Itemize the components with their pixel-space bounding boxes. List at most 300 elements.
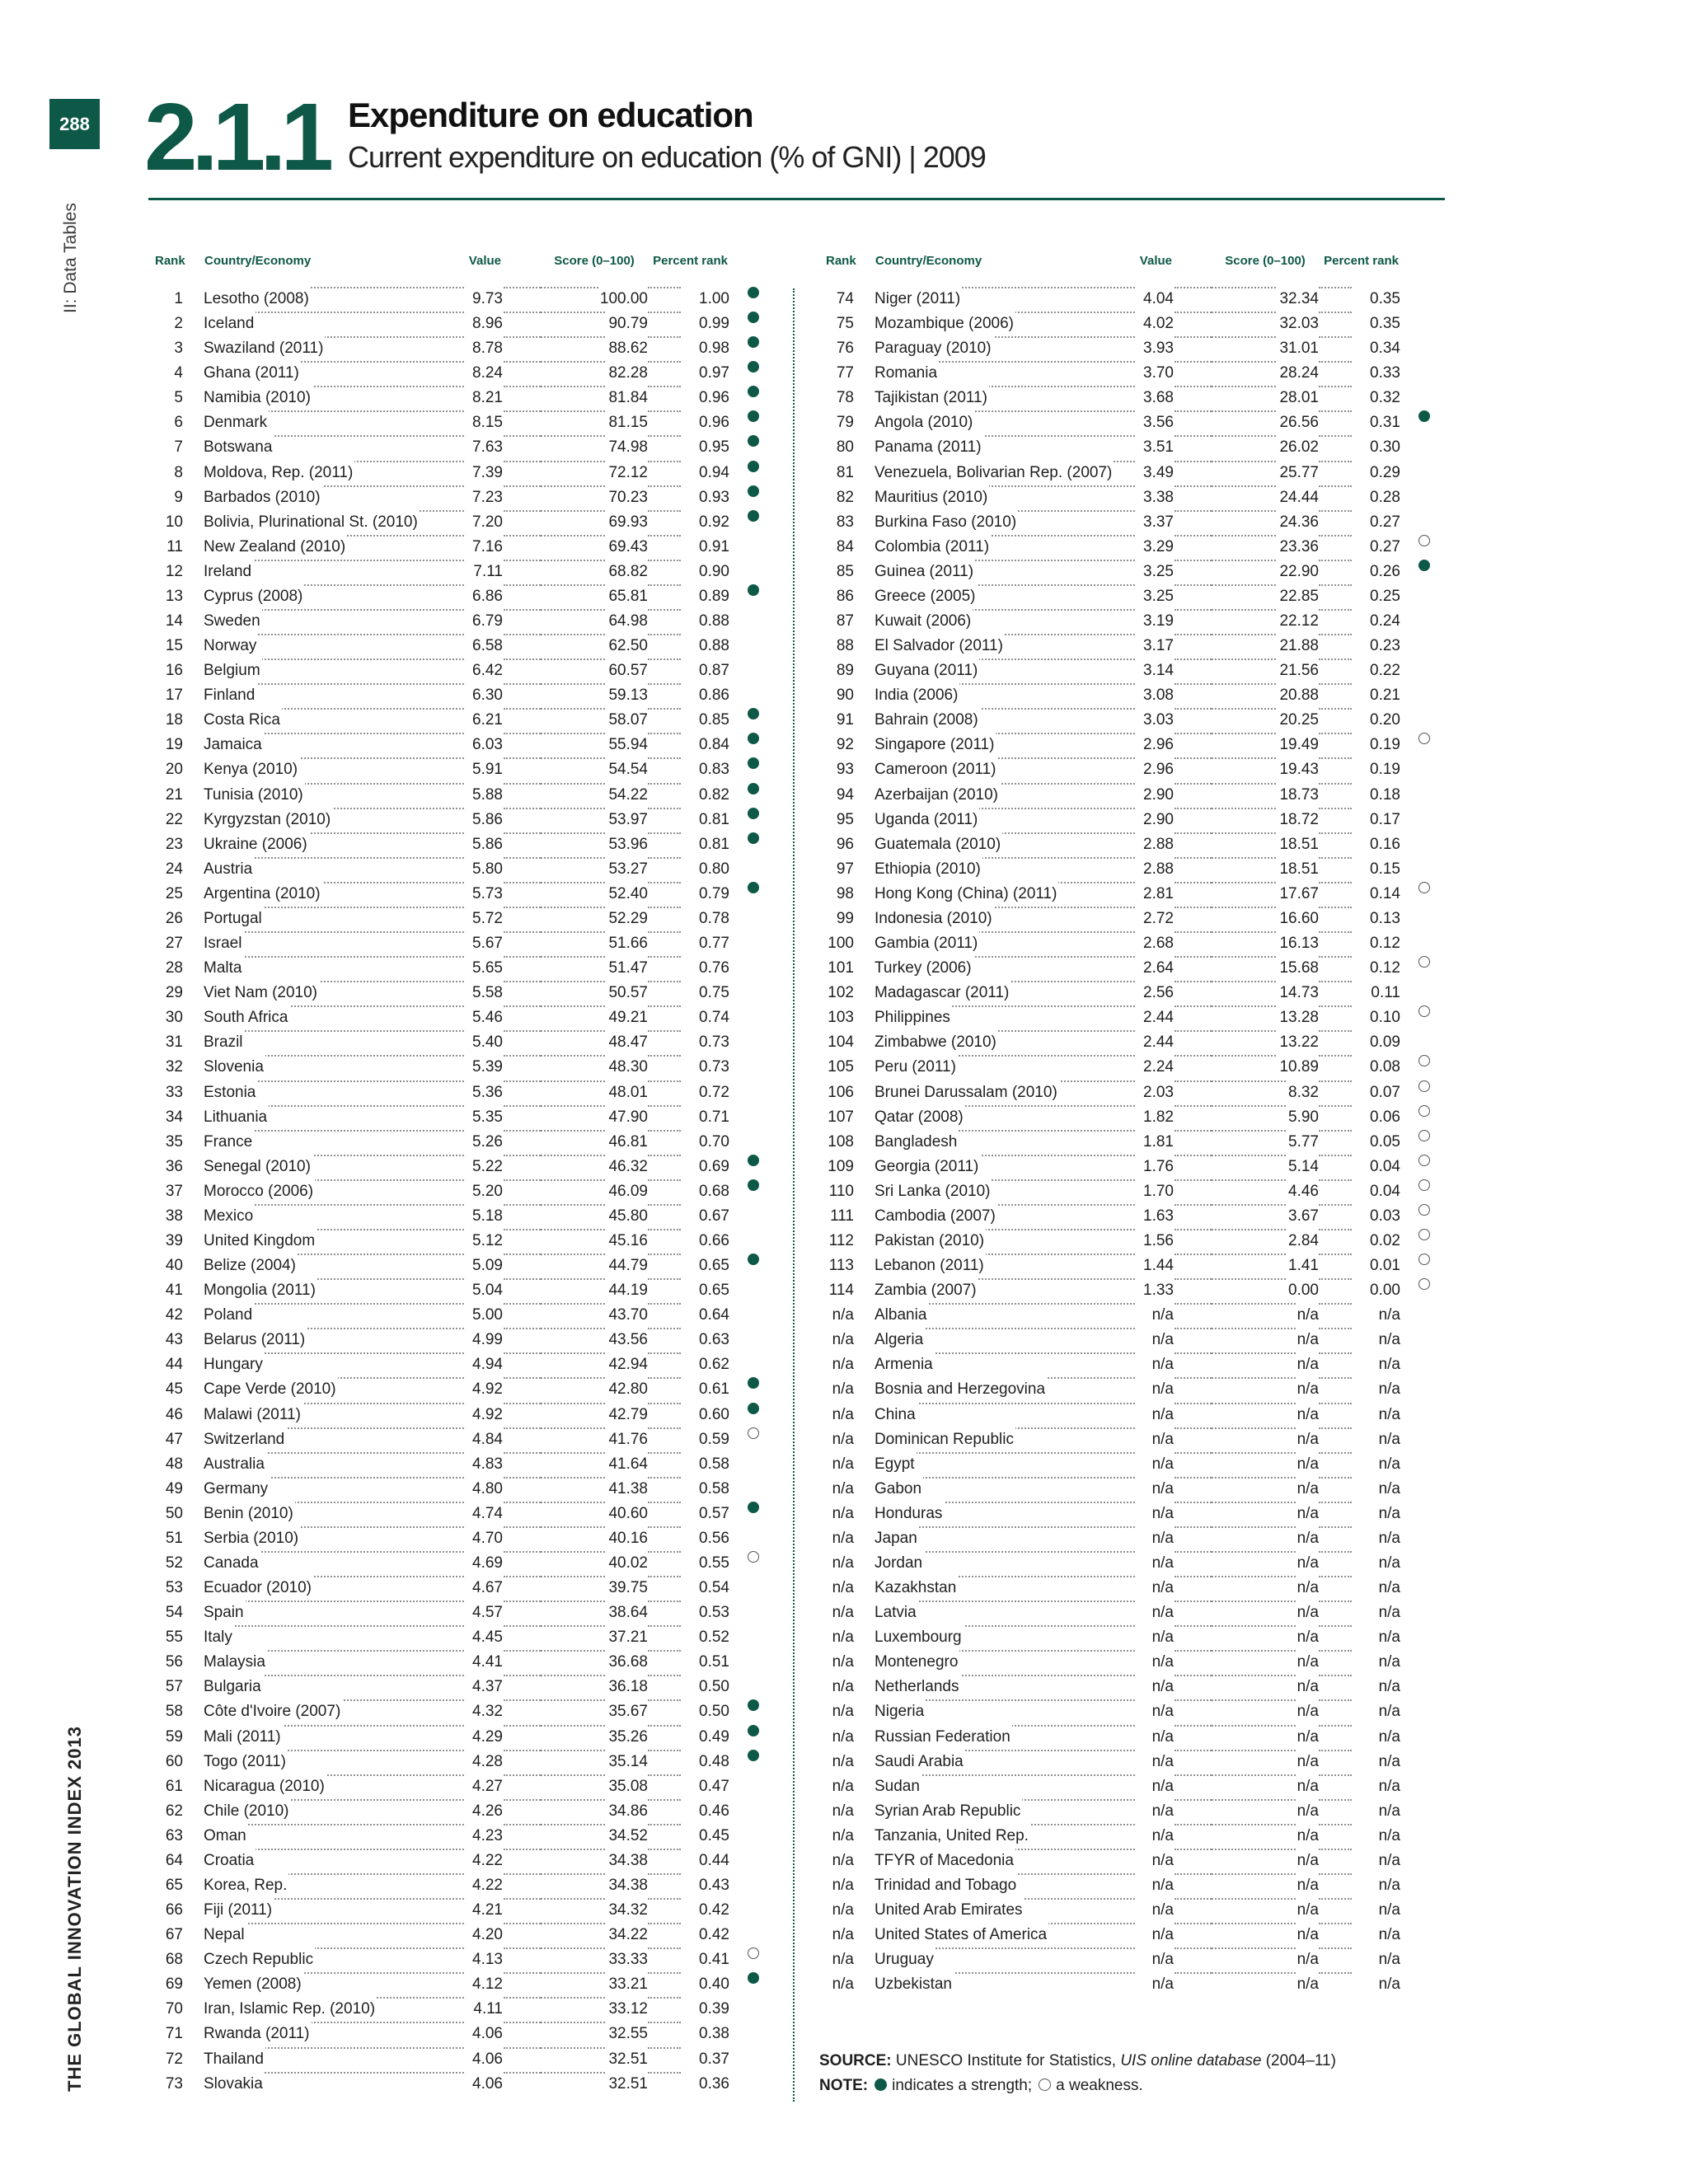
cell-rank: 102 xyxy=(828,984,854,1002)
dot-leader xyxy=(648,1551,681,1553)
cell-country: Guinea (2011) xyxy=(874,560,975,584)
cell-country: Germany xyxy=(204,1477,270,1502)
cell-country: Lithuania xyxy=(204,1105,269,1130)
cell-score-text: 50.57 xyxy=(607,981,648,1005)
cell-value: 2.64 xyxy=(1135,956,1174,981)
dot-leader xyxy=(1175,1750,1212,1751)
dot-leader xyxy=(1319,1352,1352,1354)
cell-country: South Africa xyxy=(204,1005,289,1030)
cell-value: 5.67 xyxy=(464,931,503,956)
cell-score-text: 1.41 xyxy=(1287,1254,1319,1278)
cell-rank: 21 xyxy=(165,785,183,804)
cell-country: Chile (2010) xyxy=(204,1799,291,1824)
cell-rank: 34 xyxy=(165,1108,183,1126)
header-score: Score (0–100) xyxy=(554,254,635,268)
cell-percent-rank: 0.79 xyxy=(681,882,729,907)
dot-leader xyxy=(504,1526,541,1528)
cell-percent-rank: 0.64 xyxy=(681,1303,729,1328)
cell-score-text: 41.64 xyxy=(607,1452,648,1477)
table-row xyxy=(148,1030,775,1055)
cell-rank: 41 xyxy=(165,1282,183,1300)
dot-leader xyxy=(648,1947,681,1949)
cell-value: 4.02 xyxy=(1135,312,1174,336)
cell-percent-rank: n/a xyxy=(1352,1303,1400,1328)
dot-leader xyxy=(212,931,464,933)
cell-country: Honduras xyxy=(874,1502,944,1526)
dot-leader xyxy=(1319,312,1352,313)
cell-rank: n/a xyxy=(832,1479,854,1497)
cell-country: Estonia xyxy=(204,1080,257,1105)
cell-percent-rank: 0.19 xyxy=(1352,757,1400,782)
dot-leader xyxy=(504,1303,541,1305)
dot-leader xyxy=(648,1055,681,1057)
table-row xyxy=(819,808,1446,832)
cell-country: Costa Rica xyxy=(204,708,282,733)
cell-rank: 54 xyxy=(165,1604,183,1622)
cell-value: 1.44 xyxy=(1135,1254,1174,1278)
dot-leader xyxy=(1319,1005,1352,1007)
dot-leader xyxy=(504,1774,541,1776)
strength-dot-icon xyxy=(748,1254,759,1265)
cell-rank: n/a xyxy=(832,1926,854,1944)
cell-country: Korea, Rep. xyxy=(204,1873,288,1898)
cell-country: Jamaica xyxy=(204,733,264,757)
cell-score-text: 34.22 xyxy=(607,1923,648,1947)
dot-leader xyxy=(212,1030,464,1032)
dot-leader xyxy=(1319,1625,1352,1627)
table-row xyxy=(819,1873,1446,1898)
dot-leader xyxy=(504,485,541,487)
cell-value: n/a xyxy=(1135,1699,1174,1724)
weakness-circle-icon xyxy=(1418,1080,1430,1092)
table-row xyxy=(819,1824,1446,1849)
dot-leader xyxy=(212,1923,464,1924)
cell-country: Barbados (2010) xyxy=(204,485,322,510)
strength-dot-icon xyxy=(748,733,759,744)
table-row xyxy=(148,1179,775,1204)
strength-dot-icon xyxy=(748,361,759,373)
cell-score-text: 32.34 xyxy=(1278,287,1319,312)
cell-percent-rank: 0.45 xyxy=(681,1824,729,1849)
cell-value: 5.91 xyxy=(464,757,503,782)
cell-percent-rank: n/a xyxy=(1352,1799,1400,1824)
table-row xyxy=(148,485,775,510)
cell-country: Ghana (2011) xyxy=(204,361,301,386)
cell-rank: 14 xyxy=(165,612,183,630)
cell-country: Paraguay (2010) xyxy=(874,336,993,361)
cell-value: 5.00 xyxy=(464,1303,503,1328)
cell-percent-rank: 0.16 xyxy=(1352,832,1400,857)
cell-country: Namibia (2010) xyxy=(204,386,312,410)
cell-percent-rank: 0.33 xyxy=(1352,361,1400,386)
cell-rank: 36 xyxy=(165,1157,183,1175)
cell-value: 8.24 xyxy=(464,361,503,386)
cell-rank: n/a xyxy=(832,1455,854,1473)
dot-leader xyxy=(1175,1278,1212,1280)
cell-country: France xyxy=(204,1130,254,1155)
dot-leader xyxy=(648,1179,681,1181)
strength-dot-icon xyxy=(748,1403,759,1414)
cell-value: n/a xyxy=(1135,1799,1174,1824)
dot-leader xyxy=(1319,560,1352,561)
cell-percent-rank: 0.07 xyxy=(1352,1080,1400,1105)
dot-leader xyxy=(504,634,541,635)
cell-country: Switzerland xyxy=(204,1427,286,1452)
cell-score-text: 13.28 xyxy=(1278,1005,1319,1030)
strength-dot-icon xyxy=(1418,560,1430,571)
cell-country: Bulgaria xyxy=(204,1675,263,1699)
column-headers xyxy=(148,254,775,287)
dot-leader xyxy=(648,2047,681,2049)
cell-score-text: 47.90 xyxy=(607,1105,648,1130)
table-row xyxy=(819,535,1446,560)
cell-country: Tanzania, United Rep. xyxy=(874,1824,1030,1849)
header-rank: Rank xyxy=(155,254,185,268)
dot-leader xyxy=(1175,1551,1212,1553)
cell-score-text: 45.16 xyxy=(607,1229,648,1254)
cell-score-text: 2.84 xyxy=(1287,1229,1319,1254)
cell-value: n/a xyxy=(1135,1551,1174,1576)
cell-country: Colombia (2011) xyxy=(874,535,991,560)
dot-leader xyxy=(504,1650,541,1652)
cell-score-text: 53.27 xyxy=(607,857,648,882)
table-row xyxy=(148,1774,775,1799)
cell-percent-rank: n/a xyxy=(1352,1352,1400,1377)
cell-country: Ethiopia (2010) xyxy=(874,857,982,882)
cell-percent-rank: 0.46 xyxy=(681,1799,729,1824)
table-row xyxy=(148,2022,775,2046)
cell-percent-rank: 0.63 xyxy=(681,1328,729,1352)
dot-leader xyxy=(648,1502,681,1503)
cell-score-text: 82.28 xyxy=(607,361,648,386)
cell-percent-rank: 0.12 xyxy=(1352,956,1400,981)
cell-score-text: 44.19 xyxy=(607,1278,648,1303)
cell-rank: 37 xyxy=(165,1182,183,1200)
source-line xyxy=(819,2049,1336,2074)
cell-score-text: 41.76 xyxy=(607,1427,648,1452)
dot-leader xyxy=(648,1328,681,1329)
cell-value: n/a xyxy=(1135,1774,1174,1799)
column-headers xyxy=(819,254,1446,287)
cell-rank: 63 xyxy=(165,1826,183,1844)
dot-leader xyxy=(504,1699,541,1701)
cell-rank: 23 xyxy=(165,835,183,853)
strength-dot-icon xyxy=(748,336,759,348)
cell-score-text: 13.22 xyxy=(1278,1030,1319,1055)
indicator-number: 2.1.1 xyxy=(144,83,328,190)
dot-leader xyxy=(504,1972,541,1974)
cell-value: 5.86 xyxy=(464,808,503,832)
cell-country: Sri Lanka (2010) xyxy=(874,1179,992,1204)
table-row xyxy=(819,857,1446,882)
table-row xyxy=(819,1403,1446,1427)
dot-leader xyxy=(1175,981,1212,982)
cell-percent-rank: 0.66 xyxy=(681,1229,729,1254)
dot-leader xyxy=(504,2047,541,2049)
cell-score-text: 59.13 xyxy=(607,683,648,708)
table-row xyxy=(148,832,775,857)
cell-percent-rank: 0.20 xyxy=(1352,708,1400,733)
weakness-circle-icon xyxy=(1418,1130,1430,1141)
cell-country: Jordan xyxy=(874,1551,924,1576)
cell-percent-rank: 0.38 xyxy=(681,2022,729,2046)
cell-score-text: 69.93 xyxy=(607,510,648,535)
dot-leader xyxy=(504,1898,541,1900)
dot-leader xyxy=(1319,361,1352,363)
dot-leader xyxy=(648,361,681,363)
cell-country: Bolivia, Plurinational St. (2010) xyxy=(204,510,420,535)
cell-rank: n/a xyxy=(832,1752,854,1770)
cell-percent-rank: 0.01 xyxy=(1352,1254,1400,1278)
cell-value: n/a xyxy=(1135,1526,1174,1551)
table-row xyxy=(148,1699,775,1724)
cell-rank: 42 xyxy=(165,1306,183,1324)
cell-score-text: n/a xyxy=(1296,1774,1319,1799)
dot-leader xyxy=(1319,1947,1352,1949)
table-row xyxy=(148,1576,775,1601)
cell-score-text: 36.18 xyxy=(607,1675,648,1699)
dot-leader xyxy=(504,1080,541,1082)
dot-leader xyxy=(504,1452,541,1454)
cell-value: n/a xyxy=(1135,1650,1174,1675)
table-row xyxy=(819,1601,1446,1625)
dot-leader xyxy=(648,683,681,685)
dot-leader xyxy=(883,1526,1135,1528)
weakness-circle-icon xyxy=(1418,1055,1430,1066)
cell-rank: n/a xyxy=(832,1356,854,1374)
dot-leader xyxy=(1175,1179,1212,1181)
cell-score-text: n/a xyxy=(1296,1625,1319,1650)
dot-leader xyxy=(1175,634,1212,635)
cell-value: n/a xyxy=(1135,1750,1174,1774)
cell-country: United Arab Emirates xyxy=(874,1898,1025,1923)
cell-value: n/a xyxy=(1135,1725,1174,1750)
cell-country: Turkey (2006) xyxy=(874,956,973,981)
cell-value: 4.29 xyxy=(464,1725,503,1750)
dot-leader xyxy=(1175,1675,1212,1676)
dot-leader xyxy=(504,1725,541,1727)
cell-country: Mozambique (2006) xyxy=(874,312,1015,336)
cell-score-text: 69.43 xyxy=(607,535,648,560)
cell-value: n/a xyxy=(1135,1947,1174,1972)
table-row xyxy=(819,981,1446,1005)
cell-percent-rank: 0.43 xyxy=(681,1873,729,1898)
cell-country: Malawi (2011) xyxy=(204,1403,302,1427)
cell-value: 5.22 xyxy=(464,1155,503,1179)
cell-percent-rank: 0.04 xyxy=(1352,1155,1400,1179)
table-row xyxy=(819,584,1446,609)
dot-leader xyxy=(1319,1377,1352,1379)
cell-country: Mali (2011) xyxy=(204,1725,283,1750)
table-row xyxy=(819,1204,1446,1229)
cell-percent-rank: n/a xyxy=(1352,1750,1400,1774)
cell-rank: n/a xyxy=(832,1877,854,1894)
cell-percent-rank: 0.50 xyxy=(681,1675,729,1699)
header-rule xyxy=(148,198,1445,200)
header-value: Value xyxy=(1139,254,1172,268)
dot-leader xyxy=(1319,461,1352,462)
cell-value: 5.46 xyxy=(464,1005,503,1030)
cell-percent-rank: 0.96 xyxy=(681,410,729,435)
cell-value: 8.78 xyxy=(464,336,503,361)
strength-dot-icon xyxy=(748,808,759,819)
cell-value: 4.13 xyxy=(464,1947,503,1972)
cell-country: Venezuela, Bolivarian Rep. (2007) xyxy=(874,461,1114,485)
cell-country: Peru (2011) xyxy=(874,1055,958,1080)
cell-rank: 9 xyxy=(174,488,183,506)
dot-leader xyxy=(1175,808,1212,809)
cell-value: 4.70 xyxy=(464,1526,503,1551)
cell-value: 3.03 xyxy=(1135,708,1174,733)
dot-leader xyxy=(1175,1328,1212,1329)
cell-value: 5.18 xyxy=(464,1204,503,1229)
cell-rank: n/a xyxy=(832,1851,854,1869)
cell-value: 4.28 xyxy=(464,1750,503,1774)
cell-value: 3.70 xyxy=(1135,361,1174,386)
cell-value: 6.79 xyxy=(464,609,503,634)
cell-value: 2.81 xyxy=(1135,882,1174,907)
table-row xyxy=(148,1080,775,1105)
table-row xyxy=(819,1080,1446,1105)
cell-rank: 79 xyxy=(836,414,854,432)
cell-rank: 47 xyxy=(165,1430,183,1448)
source-text: UNESCO Institute for Statistics, xyxy=(895,2052,1117,2069)
cell-value: n/a xyxy=(1135,1328,1174,1352)
cell-percent-rank: 0.58 xyxy=(681,1477,729,1502)
cell-score-text: 28.01 xyxy=(1278,386,1319,410)
cell-value: 5.88 xyxy=(464,783,503,808)
dot-leader xyxy=(1175,1824,1212,1825)
dot-leader xyxy=(504,1005,541,1007)
dot-leader xyxy=(504,1155,541,1156)
dot-leader xyxy=(648,1403,681,1404)
cell-country: Panama (2011) xyxy=(874,435,983,460)
cell-rank: n/a xyxy=(832,1529,854,1547)
dot-leader xyxy=(504,1055,541,1057)
header-percent-rank: Percent rank xyxy=(1324,254,1399,268)
cell-score-text: 40.16 xyxy=(607,1526,648,1551)
cell-score-text: n/a xyxy=(1296,1427,1319,1452)
cell-rank: n/a xyxy=(832,1405,854,1423)
dot-leader xyxy=(504,1377,541,1379)
table-row xyxy=(148,1352,775,1377)
cell-value: 4.92 xyxy=(464,1403,503,1427)
dot-leader xyxy=(1319,1105,1352,1107)
dot-leader xyxy=(1175,1155,1212,1156)
cell-country: Belarus (2011) xyxy=(204,1328,307,1352)
cell-rank: 12 xyxy=(165,562,183,580)
cell-country: Indonesia (2010) xyxy=(874,907,994,931)
table-row xyxy=(148,757,775,782)
cell-percent-rank: n/a xyxy=(1352,1675,1400,1699)
cell-score-text: 22.12 xyxy=(1278,609,1319,634)
cell-rank: 53 xyxy=(165,1579,183,1597)
cell-value: 5.20 xyxy=(464,1179,503,1204)
table-row xyxy=(148,956,775,981)
cell-country: Ireland xyxy=(204,560,253,584)
dot-leader xyxy=(648,956,681,958)
cell-percent-rank: 0.29 xyxy=(1352,461,1400,485)
dot-leader xyxy=(1319,956,1352,958)
table-row xyxy=(819,510,1446,535)
cell-score-text: 15.68 xyxy=(1278,956,1319,981)
dot-leader xyxy=(648,1303,681,1305)
dot-leader xyxy=(648,485,681,487)
dot-leader xyxy=(648,981,681,982)
table-row xyxy=(819,1849,1446,1873)
table-row xyxy=(148,808,775,832)
cell-rank: 90 xyxy=(836,687,854,705)
dot-leader xyxy=(504,907,541,908)
header-country: Country/Economy xyxy=(875,254,982,268)
strength-dot-icon xyxy=(748,312,759,323)
dot-leader xyxy=(648,907,681,908)
dot-leader xyxy=(1319,1229,1352,1230)
cell-percent-rank: 0.04 xyxy=(1352,1179,1400,1204)
rows-left xyxy=(148,287,775,2097)
table-row xyxy=(819,1155,1446,1179)
dot-leader xyxy=(1319,1452,1352,1454)
cell-value: 4.74 xyxy=(464,1502,503,1526)
cell-score-text: 100.00 xyxy=(598,287,648,312)
dot-leader xyxy=(1175,435,1212,437)
strength-dot-icon xyxy=(748,757,759,769)
cell-country: Kazakhstan xyxy=(874,1576,958,1601)
cell-rank: 52 xyxy=(165,1554,183,1572)
note-line xyxy=(819,2074,1336,2098)
cell-value: 4.45 xyxy=(464,1625,503,1650)
dot-leader xyxy=(1319,584,1352,586)
dot-leader xyxy=(1175,485,1212,487)
cell-value: 7.11 xyxy=(464,560,503,584)
dot-leader xyxy=(212,1601,464,1602)
dot-leader xyxy=(648,1204,681,1206)
strength-dot-icon xyxy=(748,1179,759,1191)
strength-dot-icon xyxy=(748,1377,759,1389)
weakness-circle-icon xyxy=(1039,2079,1051,2091)
cell-rank: n/a xyxy=(832,1579,854,1597)
cell-value: 5.80 xyxy=(464,857,503,882)
cell-score-text: 49.21 xyxy=(607,1005,648,1030)
cell-percent-rank: n/a xyxy=(1352,1377,1400,1402)
cell-country: Albania xyxy=(874,1303,928,1328)
header-value: Value xyxy=(468,254,501,268)
cell-value: 2.56 xyxy=(1135,981,1174,1005)
cell-value: 4.22 xyxy=(464,1849,503,1873)
table-row xyxy=(148,1799,775,1824)
table-row xyxy=(819,1030,1446,1055)
cell-rank: 100 xyxy=(828,935,854,953)
table-row xyxy=(819,1699,1446,1724)
table-row xyxy=(148,1403,775,1427)
cell-score-text: 18.51 xyxy=(1278,832,1319,857)
dot-leader xyxy=(1319,1303,1352,1305)
cell-percent-rank: 0.15 xyxy=(1352,857,1400,882)
dot-leader xyxy=(1175,1898,1212,1900)
cell-country: Nepal xyxy=(204,1923,246,1947)
cell-value: n/a xyxy=(1135,1849,1174,1873)
table-row xyxy=(148,1254,775,1278)
strength-dot-icon xyxy=(748,435,759,447)
cell-country: Malaysia xyxy=(204,1650,267,1675)
dot-leader xyxy=(212,1625,464,1627)
cell-percent-rank: 0.17 xyxy=(1352,808,1400,832)
dot-leader xyxy=(1175,1947,1212,1949)
table-row xyxy=(819,1526,1446,1551)
cell-percent-rank: n/a xyxy=(1352,1477,1400,1502)
table-row xyxy=(148,2047,775,2072)
cell-country: Croatia xyxy=(204,1849,256,1873)
